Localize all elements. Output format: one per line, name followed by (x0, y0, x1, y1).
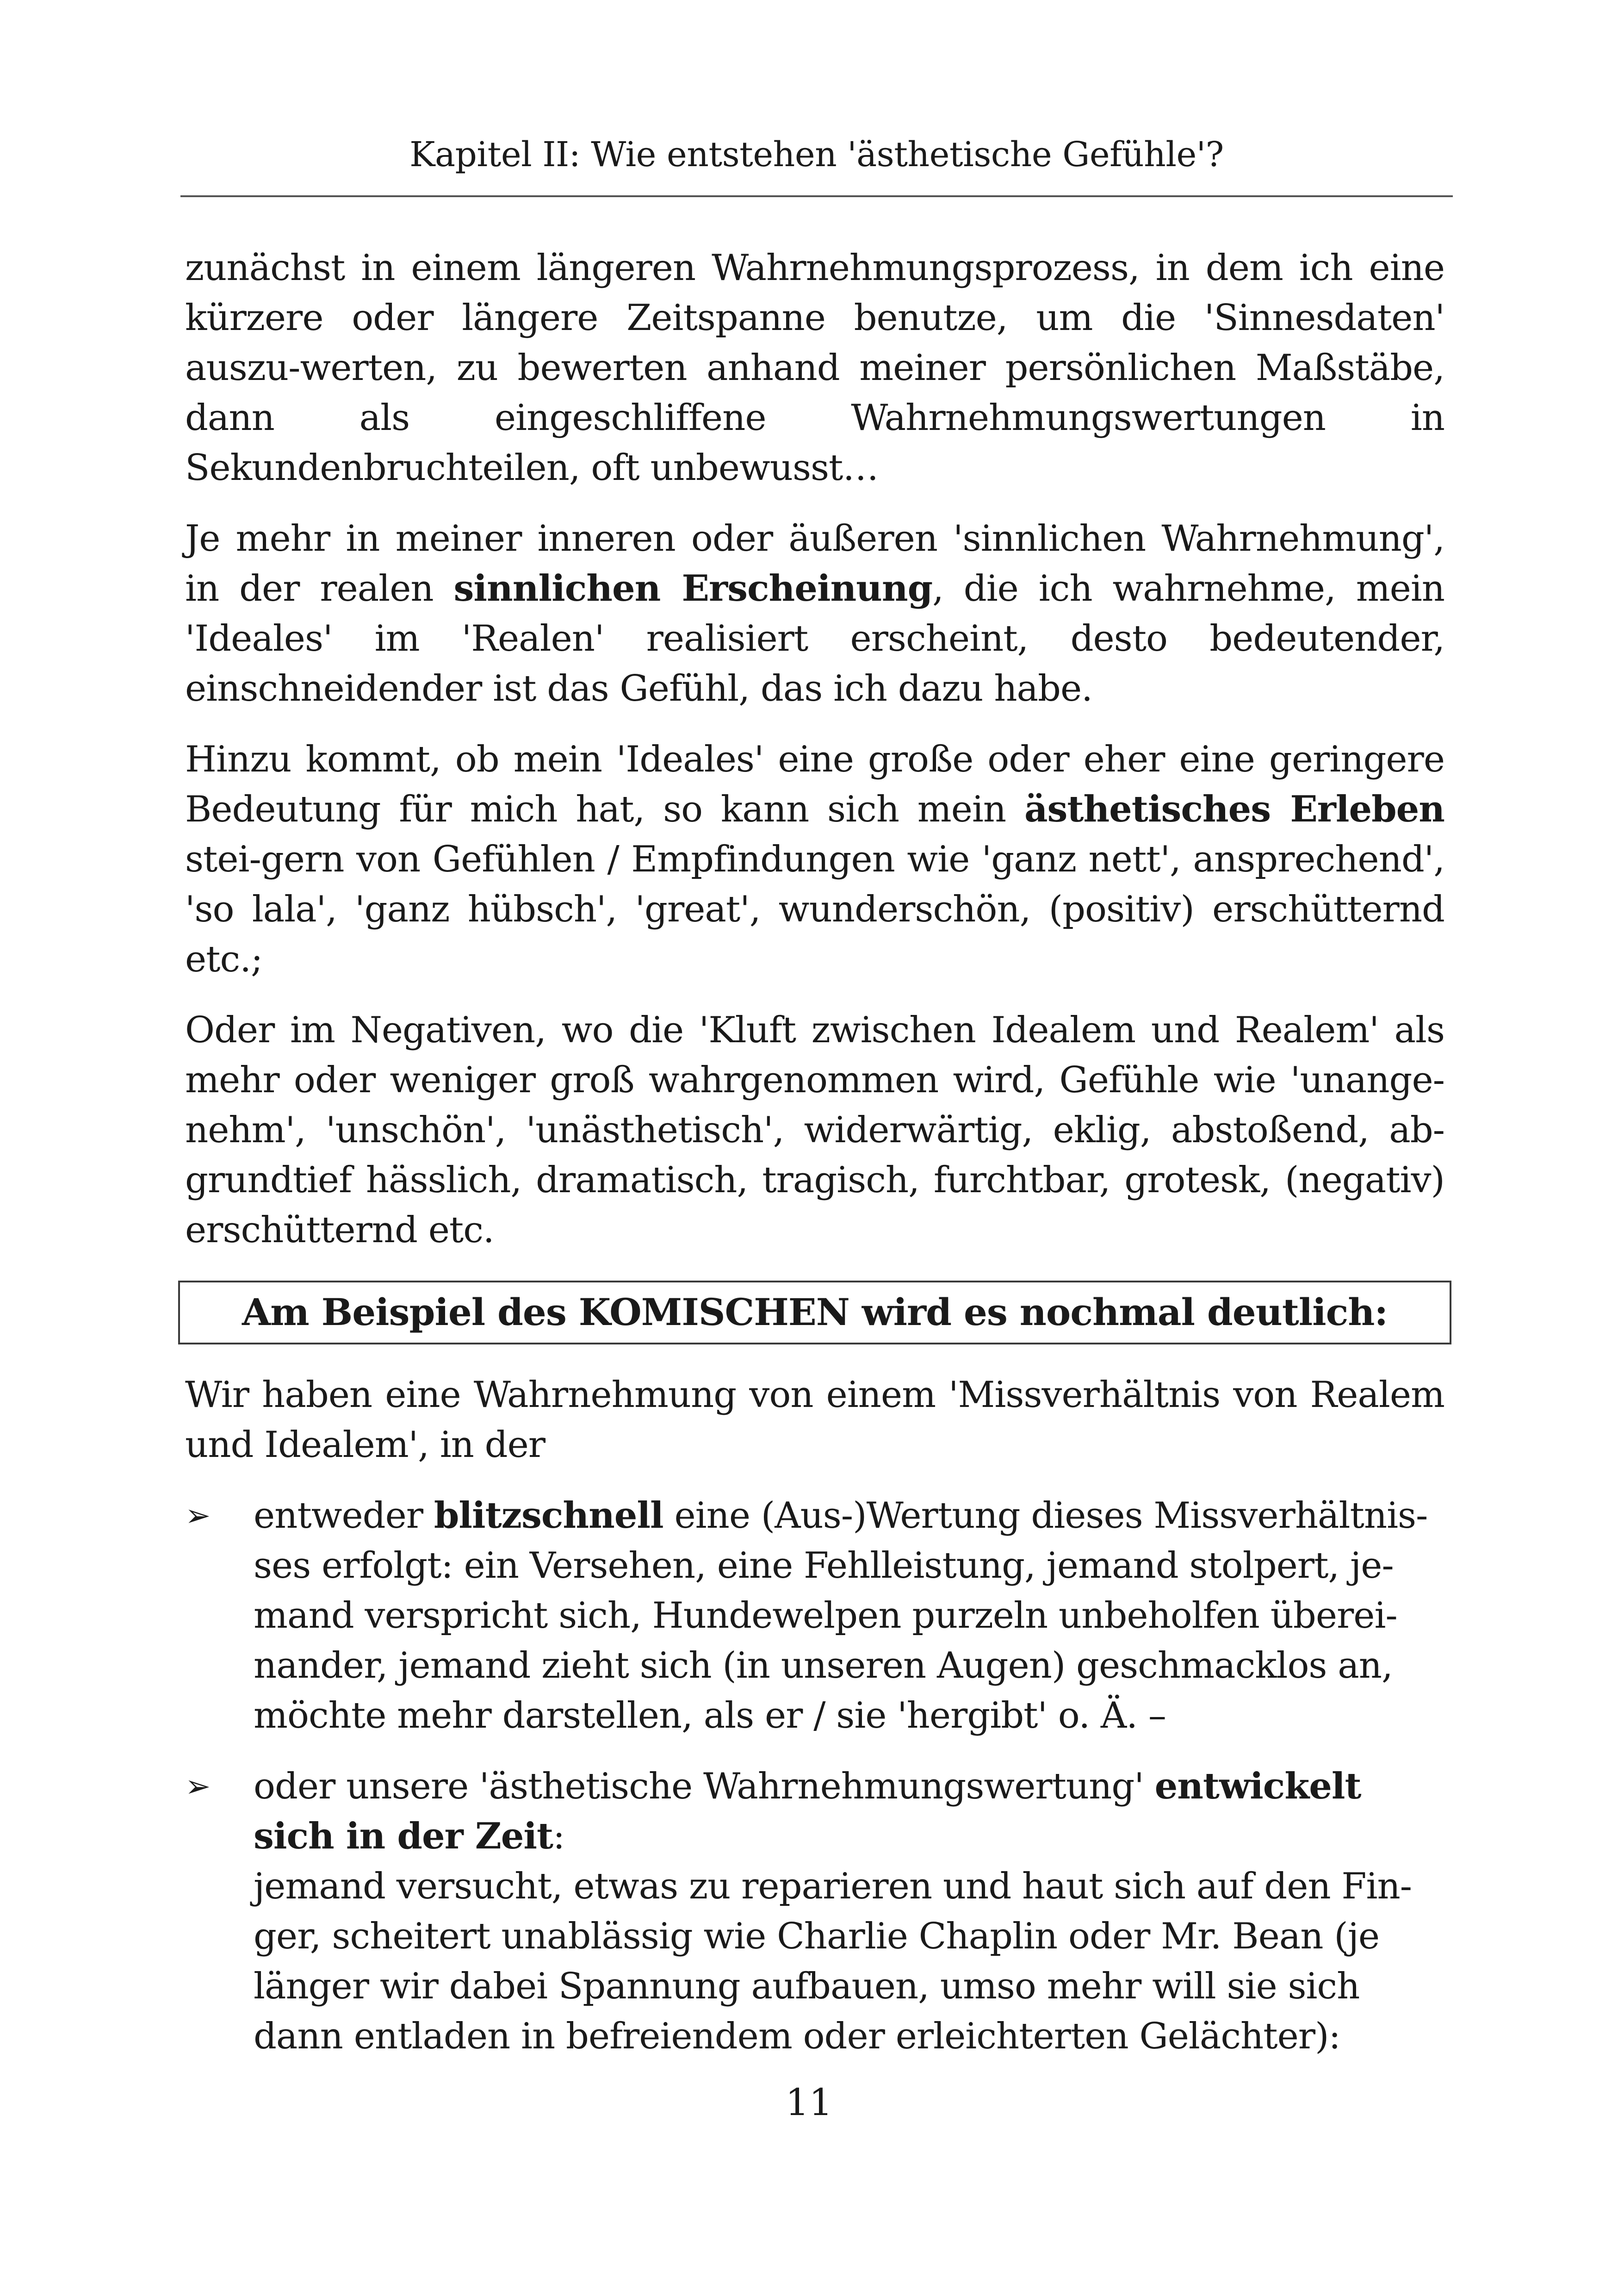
paragraph-4: Oder im Negativen, wo die 'Kluft zwischen Idealem und Realem' als mehr oder weniger groß wahrgenommen wird, Gefühle wie 'unange-nehm', 'unschön', 'unästhetisch', widerwärtig, eklig, abstoßend, ab-grundtief hässlich, dramatisch, tragisch, furchtbar, grotesk, (negativ) erschütternd etc. (185, 1009, 1444, 1251)
boxed-heading: Am Beispiel des KOMISCHEN wird es nochmal deutlich: (178, 1281, 1451, 1344)
page-number: 11 (785, 2081, 833, 2124)
paragraph-3-emphasis: ästhetisches Erleben (1024, 788, 1445, 830)
bullet-item-1-text (254, 1491, 1444, 1741)
header-rule (180, 195, 1453, 197)
arrow-bullet-icon: ➢ (185, 1498, 211, 1533)
bullet-item-2-emphasis: entwickelt sich in der Zeit (254, 1765, 1361, 1857)
paragraph-3-text-start: Hinzu kommt, ob mein 'Ideales' eine große oder eher eine geringere Bedeutung für mich hat, so kann sich mein (185, 739, 1444, 830)
paragraph-2-text-end: , die ich wahrnehme, mein 'Ideales' im 'Realen' realisiert erscheint, desto bedeutender, einschneidender ist das Gefühl, das ich dazu habe. (185, 568, 1445, 709)
intro-paragraph: Wir haben eine Wahrnehmung von einem 'Missverhältnis von Realem und Idealem', in der (185, 1374, 1444, 1466)
paragraph-2-emphasis: sinnlichen Erscheinung (453, 567, 933, 610)
bullet-item-2 (185, 1761, 1444, 2061)
paragraph-3 (185, 734, 1444, 984)
body-text (185, 243, 1444, 2082)
bullet-item-2-text-end: : (553, 1816, 565, 1857)
bullet-item-1-text-start: entweder (254, 1495, 434, 1537)
paragraph-2 (185, 514, 1444, 714)
bullet-item-2-text-start: oder unsere 'ästhetische Wahrnehmungswertung' (254, 1766, 1155, 1807)
bullet-item-1 (185, 1491, 1444, 1741)
bullet-item-2-continuation: jemand versucht, etwas zu reparieren und haut sich auf den Fin-ger, scheitert unablässig wie Charlie Chaplin oder Mr. Bean (je länger wir dabei Spannung aufbauen, umso mehr will sie sich dann entladen in befreiendem oder erleichterten Gelächter): (254, 1866, 1412, 2057)
paragraph-2-text-start: Je mehr in meiner inneren oder äußeren 'sinnlichen Wahrnehmung', in der realen (185, 518, 1444, 610)
bullet-item-1-text-end: eine (Aus-)Wertung dieses Missverhältnis-ses erfolgt: ein Versehen, eine Fehlleistung, jemand stolpert, je-mand verspricht sich, Hundewelpen purzeln unbeholfen überei-nander, jemand zieht sich (in unseren Augen) geschmacklos an, möchte mehr darstellen, als er / sie 'hergibt' o. Ä. – (254, 1495, 1428, 1736)
paragraph-1: zunächst in einem längeren Wahrnehmungsprozess, in dem ich eine kürzere oder längere Zeitspanne benutze, um die 'Sinnesdaten' auszu-werten, zu bewerten anhand meiner persönlichen Maßstäbe, dann als eingeschliffene Wahrnehmungswertungen in Sekundenbruchteilen, oft unbewusst… (185, 247, 1444, 489)
paragraph-3-text-end: stei-gern von Gefühlen / Empfindungen wie 'ganz nett', ansprechend', 'so lala', 'ganz hübsch', 'great', wunderschön, (positiv) erschütternd etc.; (185, 839, 1444, 980)
arrow-bullet-icon: ➢ (185, 1768, 211, 1804)
running-header: Kapitel II: Wie entstehen 'ästhetische Gefühle'? (409, 135, 1224, 174)
bullet-item-2-text (254, 1761, 1444, 2061)
bullet-item-1-emphasis: blitzschnell (434, 1494, 663, 1537)
